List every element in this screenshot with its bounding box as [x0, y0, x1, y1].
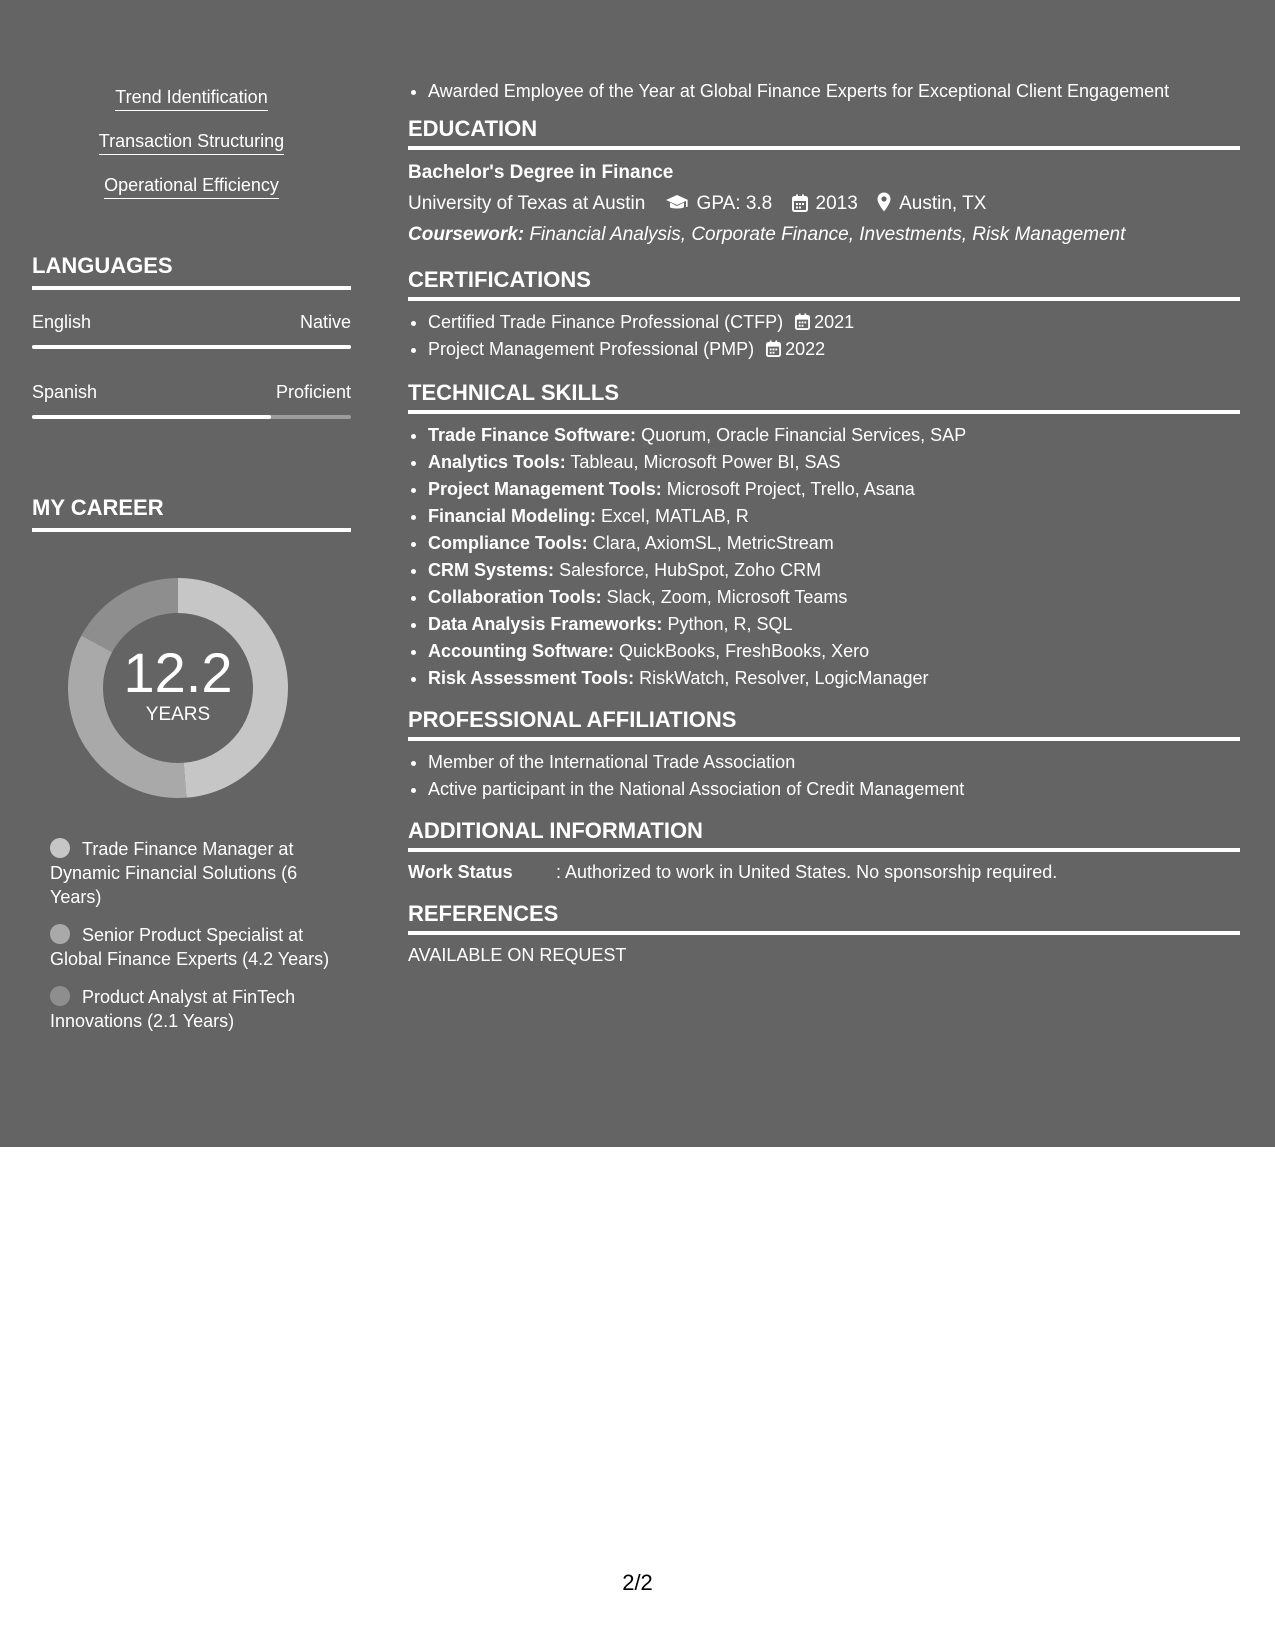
- career-heading: MY CAREER: [32, 494, 351, 532]
- career-total: [64, 574, 292, 802]
- career-list: [50, 837, 330, 1047]
- language-name: English: [32, 312, 92, 332]
- page-number: 2/2: [622, 1570, 653, 1595]
- career-total-value: 12.2: [123, 641, 233, 704]
- language-proficiency-fill: [32, 415, 271, 419]
- career-total-unit: YEARS: [145, 704, 211, 725]
- certification-item: [428, 336, 1240, 363]
- skill-values: QuickBooks, FreshBooks, Xero: [619, 641, 870, 661]
- language-proficiency-bar: [32, 345, 351, 349]
- certification-year-text: 2021: [814, 312, 855, 332]
- graduation-cap-icon: [665, 193, 697, 214]
- career-item: [50, 923, 330, 971]
- achievement-item: • Awarded Employee of the Year at Global Finance Experts for Exceptional Client Engagement: [428, 78, 1240, 105]
- education-gpa: GPA: 3.8: [696, 193, 773, 214]
- skill-tag: Trend Identification: [115, 86, 267, 111]
- education-school: University of Texas at Austin: [408, 193, 646, 214]
- skill-values: Salesforce, HubSpot, Zoho CRM: [559, 560, 822, 580]
- education-heading: EDUCATION: [408, 115, 1240, 150]
- skill-values: Python, R, SQL: [667, 614, 793, 634]
- career-legend-dot: [50, 986, 70, 1006]
- skill-item: [428, 503, 1240, 530]
- skill-item: [428, 530, 1240, 557]
- certification-year-text: 2022: [785, 339, 826, 359]
- skill-values: Tableau, Microsoft Power BI, SAS: [570, 452, 841, 472]
- skill-values: Excel, MATLAB, R: [601, 506, 749, 526]
- skill-category: Collaboration Tools:: [428, 587, 602, 607]
- skill-category: Data Analysis Frameworks:: [428, 614, 663, 634]
- languages-heading: LANGUAGES: [32, 252, 351, 290]
- career-item-label: Trade Finance Manager at Dynamic Financial Solutions (6 Years): [50, 839, 298, 907]
- career-donut-chart: [64, 574, 292, 802]
- skill-category: Financial Modeling:: [428, 506, 597, 526]
- work-status-value: : Authorized to work in United States. No sponsorship required.: [556, 862, 1058, 882]
- certifications-list: [408, 309, 1240, 363]
- skill-tag: Operational Efficiency: [104, 174, 279, 199]
- additional-info-heading: ADDITIONAL INFORMATION: [408, 817, 1240, 852]
- skill-category: Accounting Software:: [428, 641, 615, 661]
- skill-category: Project Management Tools:: [428, 479, 662, 499]
- skill-tag: Transaction Structuring: [99, 130, 284, 155]
- coursework-list: Financial Analysis, Corporate Finance, Investments, Risk Management: [529, 224, 1126, 245]
- work-status-label: Work Status: [408, 862, 513, 882]
- skill-tags: [32, 86, 351, 218]
- career-legend-dot: [50, 838, 70, 858]
- certification-year: [766, 339, 825, 359]
- skill-item: [428, 638, 1240, 665]
- map-pin-icon: [877, 193, 899, 214]
- references-heading: REFERENCES: [408, 900, 1240, 935]
- main-content: [408, 78, 1240, 967]
- affiliations-heading: PROFESSIONAL AFFILIATIONS: [408, 706, 1240, 741]
- education-degree: Bachelor's Degree in Finance: [408, 162, 674, 183]
- skill-category: Compliance Tools:: [428, 533, 588, 553]
- skill-item: [428, 584, 1240, 611]
- skill-category: Risk Assessment Tools:: [428, 668, 635, 688]
- skill-item: [428, 422, 1240, 449]
- education-coursework: [408, 220, 1240, 250]
- certification-name: Certified Trade Finance Professional (CTFP): [428, 312, 784, 332]
- skill-category: Analytics Tools:: [428, 452, 566, 472]
- skill-category: CRM Systems:: [428, 560, 555, 580]
- education-year: 2013: [815, 193, 858, 214]
- career-item-label: Senior Product Specialist at Global Finance Experts (4.2 Years): [50, 925, 330, 969]
- career-item: [50, 985, 330, 1033]
- calendar-icon: [795, 313, 810, 330]
- language-proficiency-fill: [32, 345, 351, 349]
- skill-values: Slack, Zoom, Microsoft Teams: [606, 587, 848, 607]
- affiliation-item: • Active participant in the National Association of Credit Management: [428, 776, 1240, 803]
- skill-values: RiskWatch, Resolver, LogicManager: [639, 668, 929, 688]
- calendar-icon: [766, 340, 781, 357]
- skill-item: [428, 557, 1240, 584]
- language-proficiency-bar: [32, 415, 351, 419]
- language-level: Proficient: [275, 382, 351, 402]
- language-level: Native: [299, 312, 351, 332]
- skill-item: [428, 611, 1240, 638]
- certification-item: [428, 309, 1240, 336]
- technical-skills-heading: TECHNICAL SKILLS: [408, 379, 1240, 414]
- certification-year: [795, 312, 854, 332]
- education-details: [408, 188, 1240, 220]
- career-item-label: Product Analyst at FinTech Innovations (2.1 Years): [50, 987, 296, 1031]
- work-status-row: [408, 860, 1240, 884]
- skill-item: [428, 449, 1240, 476]
- skill-category: Trade Finance Software:: [428, 425, 637, 445]
- career-legend-dot: [50, 924, 70, 944]
- skill-values: Microsoft Project, Trello, Asana: [666, 479, 915, 499]
- skill-values: Quorum, Oracle Financial Services, SAP: [641, 425, 967, 445]
- skill-item: [428, 665, 1240, 692]
- certification-name: Project Management Professional (PMP): [428, 339, 755, 359]
- certifications-heading: CERTIFICATIONS: [408, 266, 1240, 301]
- calendar-icon: [792, 193, 816, 214]
- achievements-list: [408, 78, 1240, 105]
- education-location: Austin, TX: [899, 193, 987, 214]
- skill-item: [428, 476, 1240, 503]
- career-item: [50, 837, 330, 909]
- technical-skills-list: [408, 422, 1240, 692]
- affiliations-list: [408, 749, 1240, 803]
- language-name: Spanish: [32, 382, 98, 402]
- affiliation-item: • Member of the International Trade Association: [428, 749, 1240, 776]
- references-text: AVAILABLE ON REQUEST: [408, 945, 627, 965]
- coursework-label: Coursework:: [408, 224, 525, 245]
- skill-values: Clara, AxiomSL, MetricStream: [592, 533, 834, 553]
